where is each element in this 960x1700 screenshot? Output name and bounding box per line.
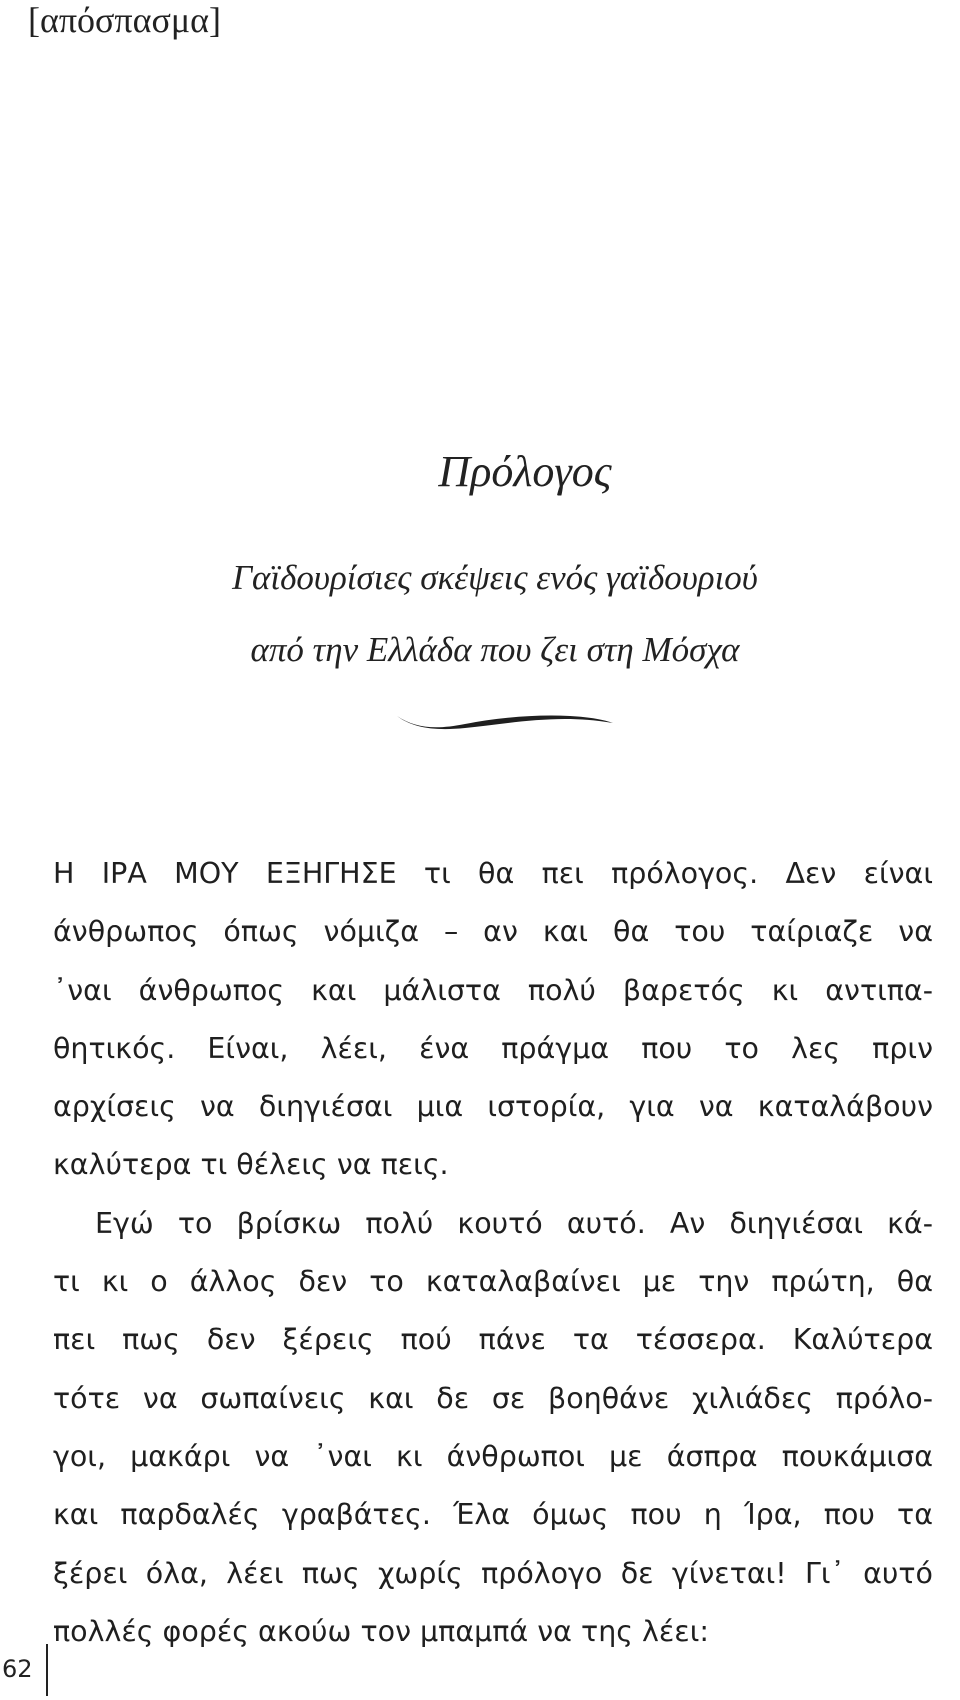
text-line: Η ΙΡΑ ΜΟΥ ΕΞΗΓΗΣΕ τι θα πει πρόλογος. Δεν είναι [53,857,933,890]
body-text [53,845,933,1661]
page-number-rule [46,1644,48,1696]
subtitle-line-1: Γαϊδουρίσιες σκέψεις ενός γαϊδουριού [232,558,758,597]
text-line: αρχίσεις να διηγιέσαι μια ιστορία, για να καταλάβουν [53,1090,933,1124]
text-line: Εγώ το βρίσκω πολύ κουτό αυτό. Αν διηγιέσαι κά- [95,1206,933,1240]
chapter-subtitle [0,542,960,686]
subtitle-line-2: από την Ελλάδα που ζει στη Μόσχα [250,630,740,669]
text-line: άνθρωπος όπως νόμιζα – αν και θα του ταίριαζε να [53,915,933,949]
page-footer [0,1640,120,1700]
text-line: πολλές φορές ακούω τον μπαμπά να της λέει: [53,1614,709,1648]
text-line: και παρδαλές γραβάτες. Έλα όμως που η Ίρα, που τα [53,1498,933,1532]
page-number: 62 [2,1655,33,1683]
text-line: καλύτερα τι θέλεις να πεις. [53,1148,449,1182]
text-line: θητικός. Είναι, λέει, ένα πράγμα που το λες πριν [53,1031,933,1065]
text-line: ᾿ναι άνθρωπος και μάλιστα πολύ βαρετός κι αντιπα- [53,973,933,1007]
text-line: ξέρει όλα, λέει πως χωρίς πρόλογο δε γίνεται! Γι᾿ αυτό [53,1556,933,1590]
text-line: γοι, μακάρι να ᾿ναι κι άνθρωποι με άσπρα πουκάμισα [53,1439,933,1473]
text-line: τι κι ο άλλος δεν το καταλαβαίνει με την πρώτη, θα [53,1265,933,1299]
text-line: τότε να σωπαίνεις και δε σε βοηθάνε χιλιάδες πρόλο- [53,1381,933,1415]
decorative-swash-icon [395,706,615,736]
chapter-title: Πρόλογος [438,447,612,496]
excerpt-label: [απόσπασμα] [28,0,222,40]
text-line: πει πως δεν ξέρεις πού πάνε τα τέσσερα. Καλύτερα [53,1323,933,1357]
